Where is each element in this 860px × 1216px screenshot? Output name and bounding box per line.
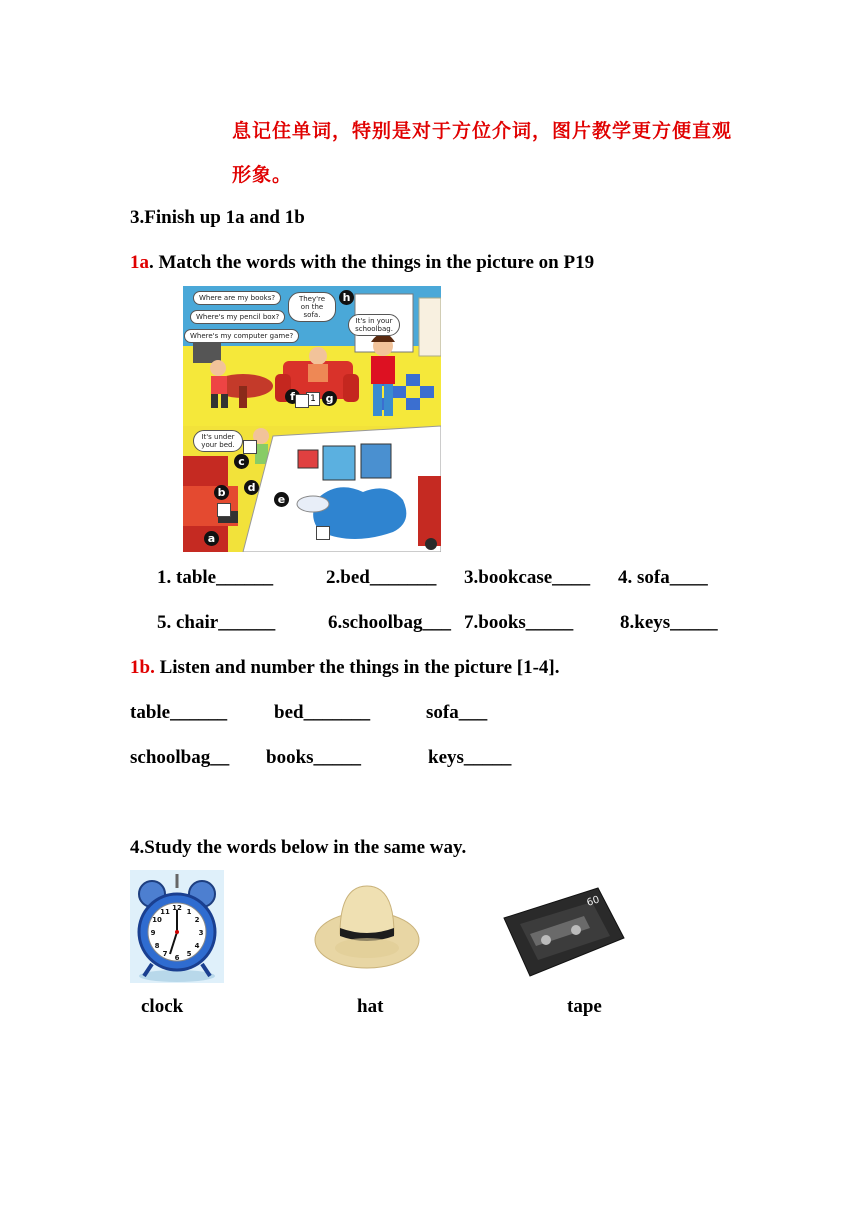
match-item-sofa: 4. sofa____ bbox=[618, 567, 708, 588]
picture-tag-d: d bbox=[244, 480, 259, 495]
section-4-title: 4.Study the words below in the same way. bbox=[130, 837, 467, 858]
answer-box-f[interactable] bbox=[295, 394, 309, 408]
svg-text:12: 12 bbox=[172, 904, 182, 912]
svg-text:1: 1 bbox=[186, 908, 192, 916]
section-3-title: 3.Finish up 1a and 1b bbox=[130, 207, 305, 228]
answer-box-e[interactable] bbox=[316, 526, 330, 540]
video-tape-drawing bbox=[500, 884, 626, 980]
match-item-books: 7.books_____ bbox=[464, 612, 574, 633]
svg-text:7: 7 bbox=[162, 950, 168, 958]
picture-tag-e: e bbox=[274, 492, 289, 507]
number-item-keys: keys_____ bbox=[428, 747, 512, 768]
intro-line-2: 形象。 bbox=[232, 164, 293, 186]
part-1a-heading bbox=[130, 252, 594, 274]
picture-tag-f: f bbox=[285, 389, 300, 404]
word-clock: clock bbox=[141, 996, 184, 1017]
part-1a-instruction: . Match the words with the things in the picture on P19 bbox=[149, 252, 595, 273]
svg-text:8: 8 bbox=[154, 942, 160, 950]
speech-bubble-schoolbag: It's in your schoolbag. bbox=[348, 314, 400, 336]
match-item-schoolbag: 6.schoolbag___ bbox=[328, 612, 451, 633]
match-item-table: 1. table______ bbox=[157, 567, 274, 588]
answer-box-b[interactable] bbox=[217, 503, 231, 517]
answer-box-1[interactable]: 1 bbox=[306, 392, 320, 406]
word-tape: tape bbox=[567, 996, 602, 1017]
speech-bubble-books: Where are my books? bbox=[193, 291, 281, 305]
svg-text:9: 9 bbox=[150, 929, 156, 937]
speech-bubble-pencil-box: Where's my pencil box? bbox=[190, 310, 285, 324]
number-item-sofa: sofa___ bbox=[426, 702, 488, 723]
svg-text:4: 4 bbox=[194, 942, 200, 950]
picture-tag-g: g bbox=[322, 391, 337, 406]
picture-tag-b: b bbox=[214, 485, 229, 500]
hat-icon bbox=[312, 880, 422, 972]
svg-text:2: 2 bbox=[194, 916, 200, 924]
alarm-clock-icon bbox=[130, 870, 224, 983]
room-illustration bbox=[183, 286, 441, 552]
number-item-schoolbag: schoolbag__ bbox=[130, 747, 230, 768]
number-item-books: books_____ bbox=[266, 747, 362, 768]
part-1b-label: 1b. bbox=[130, 657, 155, 678]
part-1a-label: 1a bbox=[130, 252, 149, 273]
picture-tag-c: c bbox=[234, 454, 249, 469]
svg-text:10: 10 bbox=[152, 916, 162, 924]
svg-text:6: 6 bbox=[174, 954, 180, 962]
svg-text:3: 3 bbox=[198, 929, 204, 937]
speech-bubble-on-sofa: They're on the sofa. bbox=[288, 292, 336, 322]
number-item-table: table______ bbox=[130, 702, 228, 723]
picture-tag-h: h bbox=[339, 290, 354, 305]
picture-tag-a: a bbox=[204, 531, 219, 546]
match-item-bookcase: 3.bookcase____ bbox=[464, 567, 591, 588]
number-item-bed: bed_______ bbox=[274, 702, 371, 723]
alarm-clock-drawing bbox=[130, 870, 224, 983]
hat-drawing bbox=[312, 880, 422, 972]
match-item-chair: 5. chair______ bbox=[157, 612, 276, 633]
match-item-keys: 8.keys_____ bbox=[620, 612, 718, 633]
speech-bubble-under-bed: It's under your bed. bbox=[193, 430, 243, 452]
match-item-bed: 2.bed_______ bbox=[326, 567, 437, 588]
answer-box-c[interactable] bbox=[243, 440, 257, 454]
tape-length-label: 60 bbox=[585, 894, 602, 909]
part-1b-heading bbox=[130, 657, 560, 679]
video-tape-icon bbox=[500, 884, 626, 980]
word-hat: hat bbox=[357, 996, 384, 1017]
intro-line-1: 息记住单词，特别是对于方位介词，图片教学更方便直观 bbox=[232, 120, 733, 142]
svg-text:5: 5 bbox=[186, 950, 192, 958]
part-1b-instruction: Listen and number the things in the picture [1-4]. bbox=[154, 657, 560, 678]
svg-text:11: 11 bbox=[160, 908, 170, 916]
speech-bubble-computer-game: Where's my computer game? bbox=[184, 329, 299, 343]
